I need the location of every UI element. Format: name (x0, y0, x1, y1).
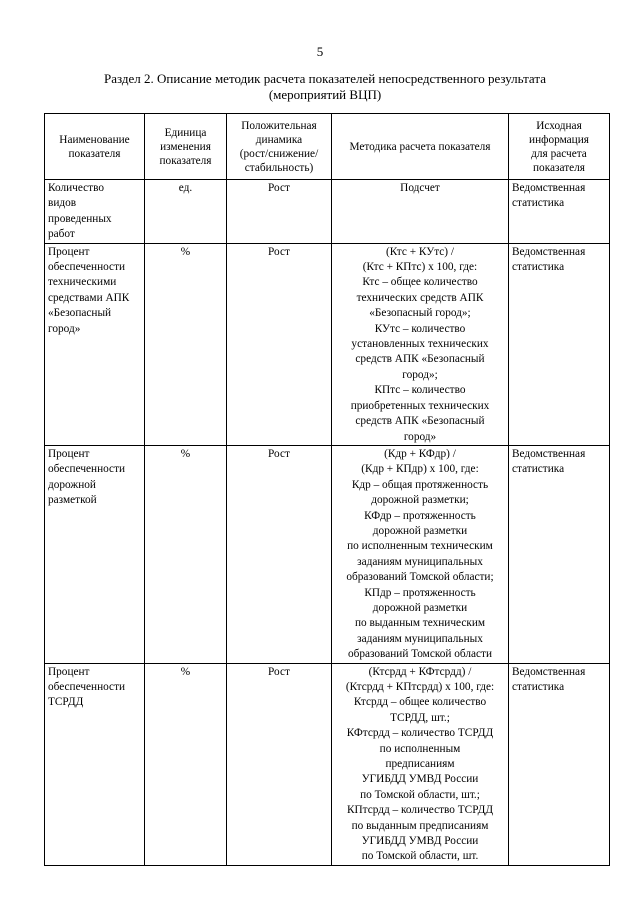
text-line: по исполненным (379, 742, 461, 755)
text-line: показателя (68, 147, 121, 160)
text-line: КУтс – количество (374, 322, 466, 335)
text-line: ТСРДД, шт.; (390, 711, 450, 724)
text-line: предписаниям (385, 758, 455, 771)
text-line: образований Томской области (347, 648, 493, 661)
text-line: образований Томской области; (346, 571, 494, 584)
indicator-unit: % (145, 663, 227, 865)
indicator-method (332, 663, 509, 865)
indicator-dynamics: Рост (227, 663, 332, 865)
text-line: (Ктсрдд + КПтсрдд) х 100, где: (345, 681, 495, 693)
text-line: техническими (48, 276, 117, 289)
header-indicator-name (45, 114, 145, 180)
indicator-name (45, 445, 145, 663)
text-line: Ведомственная (512, 447, 586, 460)
table-row (45, 445, 610, 663)
text-line: заданиям муниципальных (357, 555, 483, 568)
text-line: средствами АПК (48, 291, 130, 304)
text-line: «Безопасный (48, 307, 112, 320)
text-line: (Ктс + КПтс) х 100, где: (362, 261, 478, 274)
text-line: (Ктсрдд + КФтсрдд) / (368, 665, 472, 678)
indicators-table (44, 113, 610, 866)
text-line: стабильность) (244, 161, 314, 174)
text-line: дорожной разметки; (371, 494, 469, 507)
text-line: Наименование (59, 133, 130, 146)
indicator-dynamics: Рост (227, 445, 332, 663)
text-line: статистика (512, 261, 565, 274)
text-line: КПтсрдд – количество ТСРДД (346, 804, 494, 817)
text-line: динамика (255, 133, 303, 146)
text-line: обеспеченности (48, 681, 126, 693)
text-line: Количество (48, 182, 104, 194)
text-line: разметкой (48, 494, 97, 507)
text-line: приобретенных технических (350, 399, 490, 412)
indicator-unit: % (145, 243, 227, 445)
text-line: установленных технических (351, 338, 489, 351)
table-header-row (45, 114, 610, 180)
text-line: средств АПК «Безопасный (355, 353, 485, 366)
indicator-unit: ед. (145, 180, 227, 244)
text-line: дорожной (48, 478, 96, 491)
text-line: Единица (164, 126, 207, 139)
header-unit (145, 114, 227, 180)
text-line: (Кдр + КФдр) / (384, 447, 456, 460)
text-line: Положительная (241, 119, 317, 132)
text-line: город»; (402, 368, 438, 381)
text-line: информация (529, 133, 589, 146)
indicator-name (45, 243, 145, 445)
table-row (45, 180, 610, 244)
indicator-source (509, 445, 610, 663)
header-method (332, 114, 509, 180)
text-line: по Томской области, шт. (361, 850, 479, 863)
text-line: Подсчет (400, 182, 440, 194)
text-line: статистика (512, 463, 565, 476)
text-line: (рост/снижение/ (239, 147, 319, 160)
text-line: статистика (512, 681, 565, 693)
text-line: Процент (48, 447, 90, 460)
text-line: Ведомственная (512, 665, 586, 678)
indicator-dynamics: Рост (227, 180, 332, 244)
text-line: УГИБДД УМВД России (361, 835, 479, 848)
indicator-method (332, 243, 509, 445)
text-line: показателя (159, 154, 212, 167)
text-line: «Безопасный город»; (369, 307, 471, 320)
text-line: показателя (533, 161, 585, 174)
section-title-line: Раздел 2. Описание методик расчета показателей непосредственного результата (104, 71, 546, 86)
text-line: (Кдр + КПдр) х 100, где: (361, 463, 479, 476)
indicator-unit: % (145, 445, 227, 663)
text-line: по выданным техническим (354, 617, 486, 630)
text-line: УГИБДД УМВД России (361, 773, 479, 786)
page-number: 5 (316, 44, 324, 59)
section-title-line: (мероприятий ВЦП) (268, 87, 382, 102)
text-line: заданиям муниципальных (357, 632, 483, 645)
text-line: Процент (48, 665, 90, 678)
text-line: дорожной разметки (372, 601, 468, 614)
indicator-source (509, 243, 610, 445)
text-line: Исходная (536, 119, 582, 132)
text-line: по исполненным техническим (347, 540, 493, 553)
text-line: КПдр – протяженность (364, 586, 476, 599)
indicator-method (332, 445, 509, 663)
indicator-name (45, 180, 145, 244)
indicator-source (509, 180, 610, 244)
text-line: работ (48, 228, 75, 241)
text-line: обеспеченности (48, 261, 126, 274)
text-line: проведенных (48, 212, 112, 225)
section-title (60, 71, 590, 103)
text-line: (Ктс + КУтс) / (385, 245, 455, 258)
text-line: КПтс – количество (374, 384, 466, 397)
text-line: ТСРДД (48, 696, 84, 709)
text-line: КФтсрдд – количество ТСРДД (346, 727, 494, 740)
table-row (45, 243, 610, 445)
indicator-dynamics: Рост (227, 243, 332, 445)
text-line: технических средств АПК (356, 291, 484, 304)
indicator-source (509, 663, 610, 865)
text-line: дорожной разметки (372, 524, 468, 537)
text-line: по выданным предписаниям (351, 819, 489, 832)
text-line: Методика расчета показателя (349, 140, 491, 153)
header-source (509, 114, 610, 180)
text-line: Кдр – общая протяженность (351, 478, 489, 491)
text-line: статистика (512, 197, 565, 210)
text-line: для расчета (531, 147, 587, 160)
text-line: Ктс – общее количество (362, 276, 478, 289)
text-line: средств АПК «Безопасный (355, 415, 485, 428)
text-line: изменения (160, 140, 211, 153)
indicator-method (332, 180, 509, 244)
text-line: город» (48, 322, 81, 335)
text-line: Ведомственная (512, 245, 586, 258)
text-line: город» (403, 430, 437, 443)
header-dynamics (227, 114, 332, 180)
text-line: видов (48, 197, 77, 210)
text-line: Процент (48, 245, 90, 258)
text-line: обеспеченности (48, 463, 126, 476)
text-line: по Томской области, шт.; (360, 788, 480, 801)
text-line: Ведомственная (512, 182, 586, 194)
text-line: Ктсрдд – общее количество (353, 696, 487, 709)
indicator-name (45, 663, 145, 865)
text-line: КФдр – протяженность (364, 509, 476, 522)
table-row (45, 663, 610, 865)
